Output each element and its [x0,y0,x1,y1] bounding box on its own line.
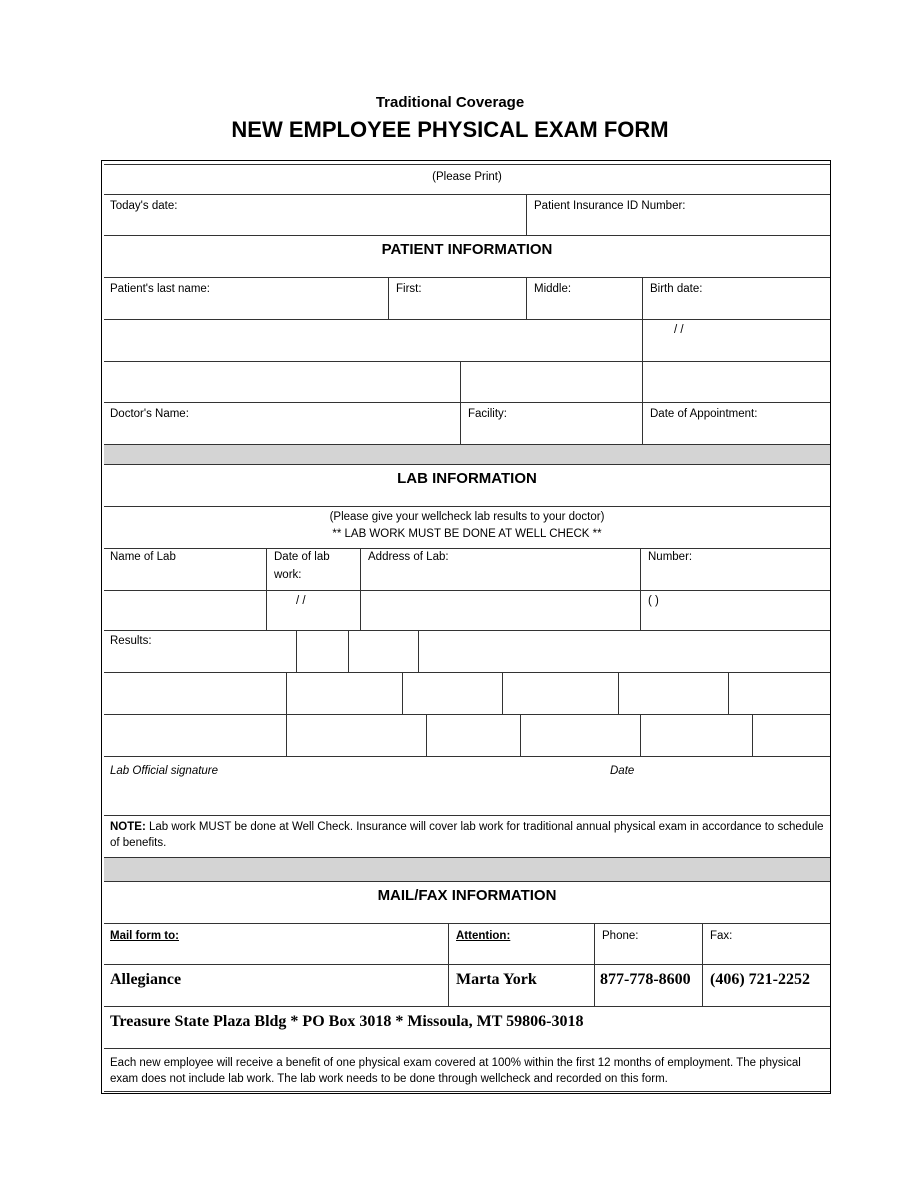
lab-note-row [104,815,830,857]
section-divider-2 [104,857,830,881]
lab-information-section [104,464,830,506]
date-of-lab-label-2: work: [274,569,302,581]
mail-values-row [104,964,830,1006]
lab-values-row[interactable] [104,590,830,630]
company-name: Allegiance [110,971,182,988]
patient-first-name-field[interactable]: First: [396,283,422,295]
mail-fax-heading: MAIL/FAX INFORMATION [377,887,557,904]
form-title: NEW EMPLOYEE PHYSICAL EXAM FORM [231,117,669,142]
lab-information-heading: LAB INFORMATION [397,470,537,487]
lab-signature-row[interactable] [104,756,830,815]
date-insurance-row [104,194,830,235]
mail-labels-row [104,923,830,964]
name-of-lab-field[interactable]: Name of Lab [110,551,176,563]
results-label: Results: [110,635,152,647]
attention-label: Attention: [456,930,511,942]
fax-label: Fax: [710,930,733,942]
section-divider [104,444,830,464]
lab-instruction-2: ** LAB WORK MUST BE DONE AT WELL CHECK ** [332,528,602,540]
facility-field[interactable]: Facility: [468,408,507,420]
please-print-note: (Please Print) [432,171,502,183]
results-grid-row-1[interactable] [104,672,830,714]
benefit-note-row [104,1048,830,1092]
lab-note [110,819,824,851]
insurance-id-field[interactable]: Patient Insurance ID Number: [534,200,686,212]
address-of-lab-field[interactable]: Address of Lab: [368,551,449,563]
lab-instructions-row [104,506,830,548]
birth-date-field[interactable]: Birth date: [650,283,703,295]
date-of-lab-label-1: Date of lab [274,551,330,563]
patient-information-section [104,235,830,277]
patient-last-name-field[interactable]: Patient's last name: [110,283,210,295]
phone-number: 877-778-8600 [600,971,691,988]
patient-blank-row[interactable] [104,361,830,402]
lab-number-field[interactable]: Number: [648,551,693,563]
patient-information-heading: PATIENT INFORMATION [381,241,553,258]
results-row [104,630,830,672]
patient-address-row[interactable] [104,319,830,361]
signature-date-label: Date [610,765,635,777]
lab-details-row [104,548,830,590]
lab-phone-parens: ( ) [648,595,659,607]
patient-middle-name-field[interactable]: Middle: [534,283,572,295]
patient-name-row [104,277,830,319]
mail-form-to-label: Mail form to: [110,930,179,942]
attention-name: Marta York [456,971,537,988]
doctor-name-field[interactable]: Doctor's Name: [110,408,189,420]
note-text: Lab work MUST be done at Well Check. Insurance will cover lab work for traditional annual physical exam in accordance to schedule of benefits. [110,821,824,849]
results-grid-row-2[interactable] [104,714,830,756]
lab-official-signature-label: Lab Official signature [110,765,219,777]
doctor-row [104,402,830,444]
todays-date-field[interactable]: Today's date: [110,200,178,212]
fax-number: (406) 721-2252 [710,971,810,988]
form-subtitle: Traditional Coverage [375,94,525,111]
mailing-address-row [104,1006,830,1048]
mailing-address: Treasure State Plaza Bldg * PO Box 3018 * Missoula, MT 59806-3018 [110,1013,584,1030]
phone-label: Phone: [602,930,639,942]
birth-date-slashes: / / [674,324,684,336]
date-of-appointment-field[interactable]: Date of Appointment: [650,408,758,420]
note-label: NOTE: [110,821,146,833]
please-print-row [104,164,830,194]
benefit-note: Each new employee will receive a benefit of one physical exam covered at 100% within the first 12 months of employment. The physical exam does not include lab work. The lab work needs to be done through wellcheck and recorded on this form. [110,1057,801,1085]
mail-fax-section [104,881,830,923]
lab-date-slashes: / / [296,595,306,607]
lab-instruction-1: (Please give your wellcheck lab results to your doctor) [329,511,605,523]
